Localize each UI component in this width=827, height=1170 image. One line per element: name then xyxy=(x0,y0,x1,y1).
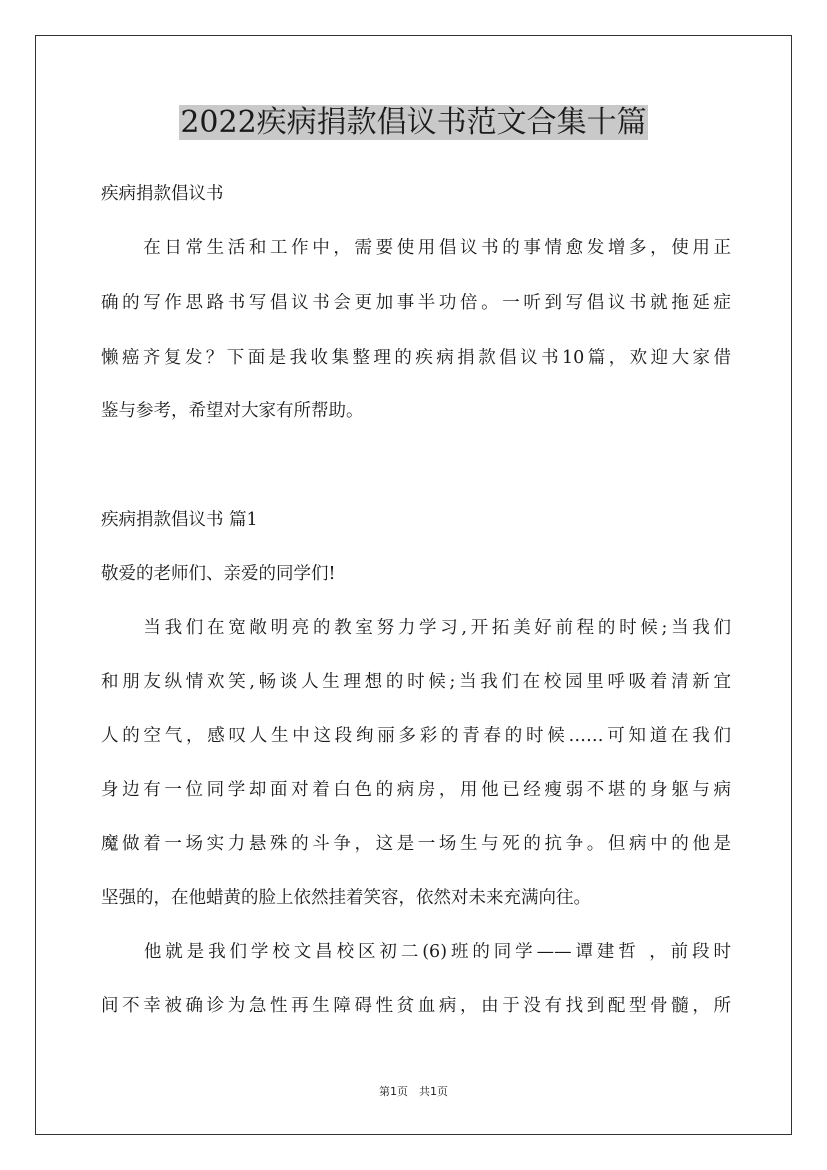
document-title xyxy=(0,102,827,144)
para2-line-2: 间不幸被确诊为急性再生障碍性贫血病，由于没有找到配型骨髓，所 xyxy=(101,996,731,1016)
para2-line-1: 他就是我们学校文昌校区初二(6)班的同学——谭建哲 ，前段时 xyxy=(101,942,731,962)
document-title-text: 2022疾病捐款倡议书范文合集十篇 xyxy=(180,105,647,140)
para1-line-1: 当我们在宽敞明亮的教室努力学习,开拓美好前程的时候;当我们 xyxy=(101,618,731,638)
intro-line-3: 懒癌齐复发？下面是我收集整理的疾病捐款倡议书10篇，欢迎大家借 xyxy=(101,348,731,368)
intro-line-2: 确的写作思路书写倡议书会更加事半功倍。一听到写倡议书就拖延症 xyxy=(101,293,731,313)
para1-line-4: 身边有一位同学却面对着白色的病房，用他已经瘦弱不堪的身躯与病 xyxy=(101,780,731,800)
heading-1: 疾病捐款倡议书 xyxy=(101,184,224,204)
para1-line-6: 坚强的，在他蜡黄的脸上依然挂着笑容，依然对未来充满向往。 xyxy=(101,888,591,908)
para1-line-3: 人的空气，感叹人生中这段绚丽多彩的青春的时候……可知道在我们 xyxy=(101,726,731,746)
intro-line-1: 在日常生活和工作中，需要使用倡议书的事情愈发增多，使用正 xyxy=(101,238,731,258)
para1-line-2: 和朋友纵情欢笑,畅谈人生理想的时候;当我们在校园里呼吸着清新宜 xyxy=(101,672,731,692)
section-1-heading: 疾病捐款倡议书 篇1 xyxy=(101,510,258,530)
page-footer: 第1页 共1页 xyxy=(379,1085,448,1098)
para1-line-5: 魔做着一场实力悬殊的斗争，这是一场生与死的抗争。但病中的他是 xyxy=(101,834,731,854)
intro-line-4: 鉴与参考，希望对大家有所帮助。 xyxy=(101,401,364,421)
salutation: 敬爱的老师们、亲爱的同学们! xyxy=(101,564,336,584)
